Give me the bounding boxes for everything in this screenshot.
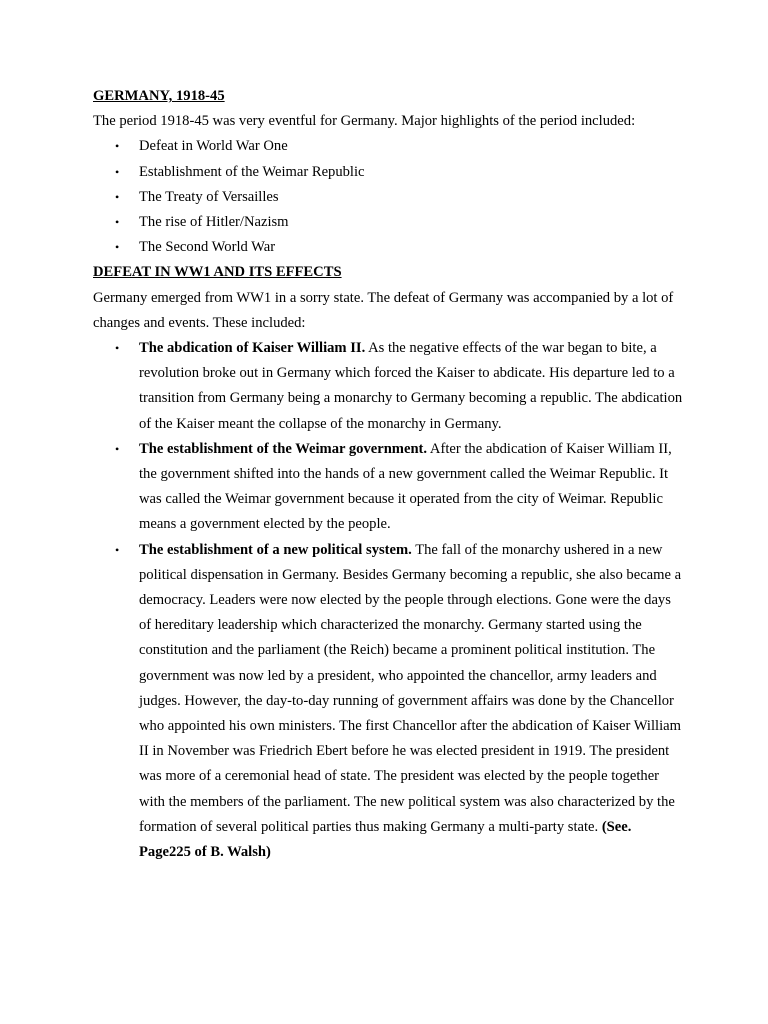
- bullet-icon: •: [115, 542, 120, 557]
- list-item-text: Defeat in World War One: [139, 138, 288, 155]
- item-lead: The abdication of Kaiser William II.: [139, 340, 366, 357]
- item-text: As the negative effects of the war began to bite, a revolution broke out in Germany which forced the Kaiser to abdicate. His departure led to a transition from Germany being a monarchy to Germany becoming a republic. The abdication of the Kaiser meant the collapse of the monarchy in Germany.: [139, 340, 683, 432]
- effects-list: [93, 336, 683, 865]
- document-page: [93, 84, 683, 865]
- list-item: [93, 160, 683, 185]
- section-intro-paragraph: Germany emerged from WW1 in a sorry state. The defeat of Germany was accompanied by a lot of changes and events. These included:: [93, 289, 674, 331]
- list-item: [93, 185, 683, 210]
- list-item: [93, 134, 683, 159]
- bullet-icon: •: [115, 441, 120, 456]
- item-lead: The establishment of the Weimar government.: [139, 440, 428, 457]
- list-item: [93, 336, 683, 437]
- intro-paragraph: The period 1918-45 was very eventful for Germany. Major highlights of the period included:: [93, 113, 636, 130]
- item-text: The fall of the monarchy ushered in a new political dispensation in Germany. Besides Germany becoming a republic, she also became a democracy. Leaders were now elected by the people through elections. Gone were the days of hereditary leadership which characterized the monarchy. Germany started using the constitution and the parliament (the Reich) became a prominent political institution. The government was now led by a president, who appointed the chancellor, army leaders and judges. However, the day-to-day running of government affairs was done by the Chancellor who appointed his own ministers. The first Chancellor after the abdication of Kaiser William II in November was Friedrich Ebert before he was elected president in 1919. The president was more of a ceremonial head of state. The president was elected by the people together with the members of the parliament. The new political system was also characterized by the formation of several political parties thus making Germany a multi-party state.: [139, 541, 682, 835]
- bullet-icon: •: [115, 189, 120, 204]
- list-item: [93, 437, 683, 538]
- bullet-icon: •: [115, 240, 120, 255]
- list-item-text: The Second World War: [139, 239, 276, 256]
- bullet-icon: •: [115, 139, 120, 154]
- source-reference: (See. Page225 of B. Walsh): [139, 818, 632, 861]
- item-text: After the abdication of Kaiser William II, the government shifted into the hands of a new government called the Weimar Republic. It was called the Weimar government because it operated from the city of Weimar. Republic means a government elected by the people.: [139, 440, 672, 533]
- list-item-text: The Treaty of Versailles: [139, 188, 279, 205]
- list-item: [93, 538, 683, 866]
- bullet-icon: •: [115, 164, 120, 179]
- item-lead: The establishment of a new political system.: [139, 541, 412, 558]
- bullet-icon: •: [115, 215, 120, 230]
- list-item: [93, 210, 683, 235]
- section-heading: DEFEAT IN WW1 AND ITS EFFECTS: [93, 264, 342, 281]
- highlights-list: [93, 134, 683, 260]
- bullet-icon: •: [115, 341, 120, 356]
- list-item-text: The rise of Hitler/Nazism: [139, 214, 289, 231]
- list-item: [93, 235, 683, 260]
- document-title: GERMANY, 1918-45: [93, 88, 225, 104]
- list-item-text: Establishment of the Weimar Republic: [139, 163, 365, 180]
